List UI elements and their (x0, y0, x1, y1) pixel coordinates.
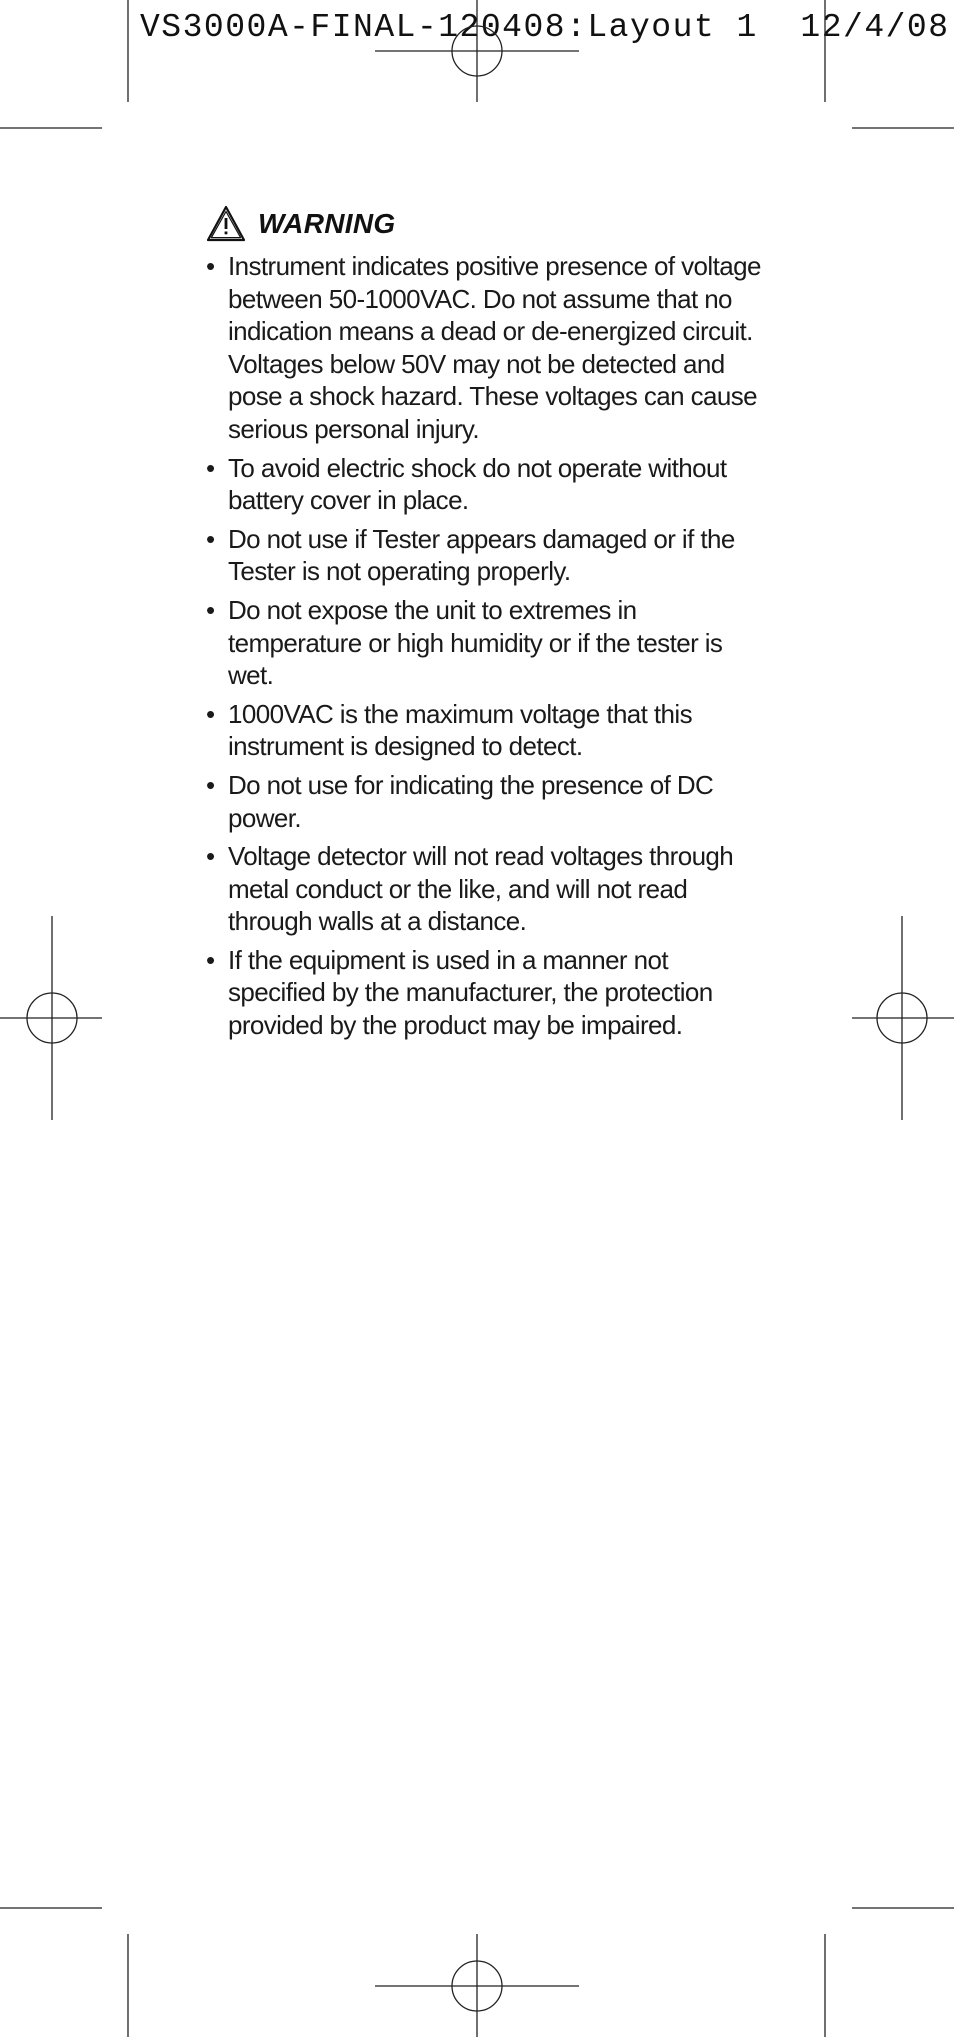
warning-triangle-icon (206, 204, 246, 244)
warning-section (206, 202, 766, 1048)
list-item (206, 698, 766, 763)
registration-mark-left-circle (27, 993, 77, 1043)
list-item (206, 523, 766, 588)
slug-date: 12/4/08 (800, 9, 950, 46)
list-item (206, 452, 766, 517)
warning-title: WARNING (258, 208, 396, 239)
bullet: • (206, 698, 215, 729)
list-item (206, 250, 766, 446)
list-item-text: Do not use if Tester appears damaged or if the Tester is not operating properly. (228, 523, 735, 587)
bullet: • (206, 769, 215, 800)
bullet: • (206, 452, 215, 483)
slug-job-name: VS3000A-FINAL-120408:Layout 1 (140, 9, 758, 46)
bullet: • (206, 251, 215, 281)
bullet: • (206, 841, 215, 872)
list-item-text: To avoid electric shock do not operate without battery cover in place. (228, 452, 727, 516)
list-item-text: If the equipment is used in a manner not specified by the manufacturer, the protection provided by the product may be impaired. (228, 944, 713, 1041)
list-item (206, 840, 766, 938)
bullet: • (206, 523, 215, 554)
warning-heading (206, 202, 766, 246)
list-item (206, 594, 766, 692)
registration-mark-right-circle (877, 993, 927, 1043)
list-item (206, 944, 766, 1042)
registration-mark-bottom-circle (452, 1961, 502, 2011)
list-item-text: Instrument indicates positive presence of voltage between 50-1000VAC. Do not assume that no indication means a dead or de-energized circuit. Voltages below 50V may not be detected and pose a shock hazard. These voltages can cause serious personal injury. (228, 251, 761, 444)
print-slug-line (140, 6, 950, 50)
list-item-text: 1000VAC is the maximum voltage that this instrument is designed to detect. (228, 698, 692, 762)
bullet: • (206, 944, 215, 975)
bullet: • (206, 594, 215, 625)
list-item-text: Do not use for indicating the presence of DC power. (228, 769, 714, 833)
list-item-text: Do not expose the unit to extremes in temperature or high humidity or if the tester is wet. (228, 594, 723, 691)
list-item (206, 769, 766, 834)
list-item-text: Voltage detector will not read voltages through metal conduct or the like, and will not read through walls at a distance. (228, 841, 734, 937)
warning-list (206, 250, 766, 1042)
